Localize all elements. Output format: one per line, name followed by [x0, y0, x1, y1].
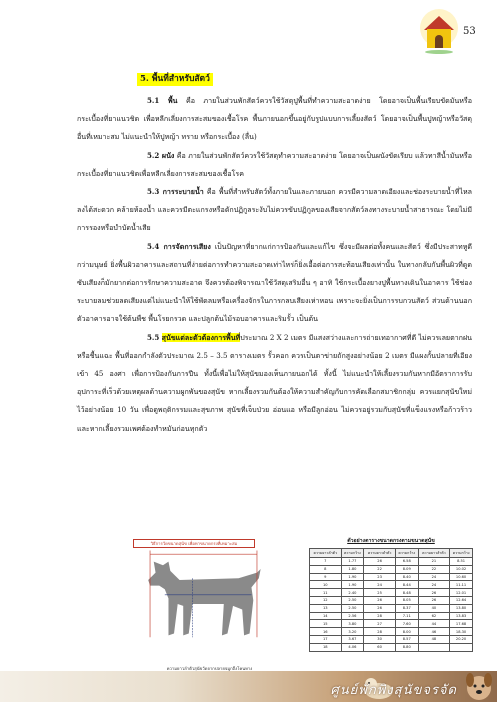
table-cell: 7.11	[395, 612, 418, 620]
table-cell: 46	[418, 628, 450, 636]
table-row	[310, 604, 473, 612]
table-cell: 60	[364, 643, 396, 651]
table-cell: 8.09	[395, 565, 418, 573]
table-cell: 1.77	[341, 558, 364, 566]
table-cell: 13.83	[450, 612, 473, 620]
table-cell: 24	[418, 581, 450, 589]
table-header-cell: ความกว้าง	[450, 549, 473, 558]
section-heading: 5. พื้นที่สำหรับสัตว์	[137, 73, 213, 86]
table-header-cell: ความยาวลำตัว	[418, 549, 450, 558]
diagram-caption-bottom: ความยาวลำตัวสุนัขวัดจากปลายจมูกถึงโคนหาง	[166, 666, 253, 671]
table-row	[310, 589, 473, 597]
table-row	[310, 565, 473, 573]
size-table	[309, 548, 473, 652]
table-cell: 21	[418, 558, 450, 566]
table-cell: 17.68	[450, 620, 473, 628]
table-cell: 12	[310, 596, 342, 604]
paragraph-text: เป็นปัญหาที่ยากแก่การป้องกันและแก้ไข ซึ่งจะมีผลต่อทั้งคนและสัตว์ ซึ่งมีประสาทหูดีกว่ามนุษย์ ยิ่งพื้นผิวอาคารและสถานที่ง่ายต่อการทำความสะอาดเท่าไหร่ก็ยิ่งเอื้อต่อการสะท้อนเสียงเท่านั้น ในทางกลับกันพื้นผิวที่ดูดซับเสียงก็มักยากต่อการรักษาความสะอาด จึงควรต้องพิจารณาใช้วัสดุเสริมอื่น ๆ อาทิ ใช้กระเบื้องยางปูพื้นทางเดินในอาคาร ใช้ช่องระบายลมช่วยลดเสียงแต่ไม่แนะนำให้ใช้พัดลมหรือเครื่องจักรในการกลบเสียงเห่าหอน เพราะจะยิ่งเป็นการรบกวนสัตว์ ส่วนด้านนอกตัวอาคารอาจใช้ต้นพืช พื้นโรยกรวด และปลูกต้นไม้รอบอาคารและริมรั้ว เป็นต้น	[77, 241, 472, 324]
table-header-cell: ความกว้าง	[395, 549, 418, 558]
table-row	[310, 628, 473, 636]
table-cell: 7	[310, 558, 342, 566]
table-cell: 22	[418, 565, 450, 573]
table-cell: 4.06	[341, 643, 364, 651]
diagram-caption-top: วิธีการวัดขนาดสุนัข เพื่อหาขนาดกรงที่เหมาะสม	[133, 539, 255, 548]
table-cell: 8.37	[395, 604, 418, 612]
table-cell: 8	[310, 565, 342, 573]
footer-banner	[0, 671, 497, 702]
table-cell: 3.67	[341, 635, 364, 643]
paragraph-noise	[77, 238, 472, 329]
table-row	[310, 581, 473, 589]
table-cell: 2.50	[341, 604, 364, 612]
table-cell: 12.01	[450, 589, 473, 597]
cage-size-table	[309, 537, 473, 652]
table-cell: 30	[364, 635, 396, 643]
table-row	[310, 596, 473, 604]
table-row	[310, 635, 473, 643]
table-cell: 8.48	[395, 589, 418, 597]
table-header-cell: ความกว้าง	[341, 549, 364, 558]
table-header-cell: ความยาวลำตัว	[364, 549, 396, 558]
table-cell: 10.02	[450, 565, 473, 573]
table-cell: 1.90	[341, 573, 364, 581]
table-cell: 9	[310, 573, 342, 581]
paragraph-wall	[77, 147, 472, 183]
table-cell: 13.80	[450, 604, 473, 612]
table-row	[310, 620, 473, 628]
table-cell: 22	[364, 565, 396, 573]
table-cell	[418, 643, 450, 651]
table-cell: 26	[418, 596, 450, 604]
dog-silhouette-icon	[131, 545, 288, 663]
dog-face-icon	[463, 671, 495, 702]
table-cell: 26	[364, 604, 396, 612]
table-cell: 13	[310, 604, 342, 612]
table-cell: 8.40	[395, 573, 418, 581]
table-cell: 28	[364, 628, 396, 636]
table-cell: 8.57	[395, 635, 418, 643]
paragraph-label: 5.2 ผนัง	[147, 150, 175, 160]
footer-banner-text: ศูนย์พักพิงสุนัขจรจัด	[330, 683, 457, 698]
table-cell: 28	[364, 612, 396, 620]
table-row	[310, 643, 473, 651]
body-text	[77, 92, 472, 438]
paragraph-text: คือ พื้นที่สำหรับสัตว์ทั้งภายในและภายนอก ควรมีความลาดเอียงและช่องระบายน้ำที่ไหลลงได้สะดวก คล้ายห้องน้ำ และควรมีตะแกรงหรือดักปฏิกูลระงับไม่ควรขับปฏิกูลของเสียจากสัตว์ลงทางระบายน้ำสาธารณะ โดยไม่มีการรองหรือบำบัดน้ำเสีย	[77, 187, 473, 233]
table-cell: 8.00	[395, 628, 418, 636]
table-cell: 25	[364, 589, 396, 597]
table-cell: 7.60	[395, 620, 418, 628]
table-cell: 11.11	[450, 581, 473, 589]
table-cell: 2.40	[341, 589, 364, 597]
paragraph-label: 5.4 การจัดการเสียง	[147, 241, 211, 251]
table-body	[310, 558, 473, 652]
table-cell: 26	[418, 589, 450, 597]
table-title: ตัวอย่างตารางขนาดกรงตามขนาดสุนัข	[347, 538, 435, 544]
table-cell: 8.44	[395, 581, 418, 589]
table-cell: 1.90	[341, 581, 364, 589]
paragraph-text: คือ ภายในส่วนพักสัตว์ควรใช้วัสดุทำความสะอาดง่าย โดยอาจเป็นผนังขัดเรียบ แล้วทาสีน้ำมันหรือกระเบื้องที่ยาแนวชิดเพื่อหลีกเลี่ยงการสะสมของเชื้อโรค	[77, 150, 473, 178]
table-cell: 17	[310, 635, 342, 643]
table-cell: 8.51	[450, 558, 473, 566]
table-cell: 2.56	[341, 612, 364, 620]
page-number: 53	[463, 26, 476, 37]
table-cell: 3.20	[341, 628, 364, 636]
paragraph-label-highlight: สุนัขแต่ละตัวต้องการพื้นที่	[161, 332, 241, 342]
table-cell: 26	[364, 558, 396, 566]
table-cell: 3.80	[341, 620, 364, 628]
table-cell: 18.30	[450, 628, 473, 636]
paragraph-drainage	[77, 183, 472, 238]
table-cell: 10	[310, 581, 342, 589]
table-header-row	[310, 549, 473, 558]
doghouse-icon	[418, 8, 460, 60]
table-cell	[450, 643, 473, 651]
table-cell: 1.80	[341, 565, 364, 573]
table-row	[310, 573, 473, 581]
table-cell: 12.64	[450, 596, 473, 604]
table-cell: 8.80	[395, 643, 418, 651]
table-cell: 11	[310, 589, 342, 597]
table-cell: 6.58	[395, 558, 418, 566]
table-cell: 15	[310, 620, 342, 628]
table-cell: 26	[364, 596, 396, 604]
table-row	[310, 612, 473, 620]
table-cell: 10.60	[450, 573, 473, 581]
table-cell: 44	[418, 620, 450, 628]
paragraph-label: 5.3 การระบายน้ำ	[147, 187, 204, 197]
table-cell: 24	[364, 581, 396, 589]
table-row	[310, 558, 473, 566]
table-header-cell: ความยาวลำตัว	[310, 549, 342, 558]
paragraph-text: ประมาณ 2 X 2 เมตร มีแสงสว่างและการถ่ายเทอากาศที่ดี ไม่ควรเลยตากฝนหรือชื้นแฉะ พื้นที่ออกกำลังตัวประมาณ 2.5 – 3.5 ตารางเมตร รั้วคอก ควรเป็นตาข่ายถักสูงอย่างน้อย 2 เมตร มีแผงกั้นปลายที่เอียงเข้า 45 องศา เพื่อการป้องกันการปีน ทั้งนี้เพื่อไม่ให้สุนัขมองเห็นภายนอกได้ ทั้งนี้ ไม่แนะนำให้เลี้ยงรวมกันหากมีอัตราการรับอุปการะที่เร็วด้วยเหตุผลด้านความผูกพันของสุนัข หากเลี้ยงรวมกันต้องให้ความสำคัญกับการคัดเลือกสมาชิกกลุ่ม ควรแยกสุนัขใหม่ไว้อย่างน้อย 10 วัน เพื่อดูพฤติกรรมและสุขภาพ สุนัขที่เจ็บป่วย อ่อนแอ หรือมีลูกอ่อน ไม่ควรอยู่รวมกับสุนัขที่แข็งแรงหรือก้าวร้าว และหากเลี้ยงรวมเพศต้องทำหมันก่อนทุกตัว	[77, 332, 472, 433]
paragraph-text: คือ ภายในส่วนพักสัตว์ควรใช้วัสดุปูพื้นที่ทำความสะอาดง่าย โดยอาจเป็นพื้นเรียบขัดมันหรือกระเบื้องที่ยาแนวชิด เพื่อหลีกเลี่ยงการสะสมของเชื้อโรค พื้นภายนอกขึ้นอยู่กับรูปแบบการเลี้ยงสัตว์ โดยอาจเป็นพื้นปูหญ้าหรือวัสดุอื่นที่เหมาะสม ไม่แนะนำให้ปูหญ้า ทราย หรือกระเบื้อง (ลื่น)	[77, 96, 473, 142]
table-cell: 8.05	[395, 596, 418, 604]
table-cell: 40	[418, 604, 450, 612]
paragraph-label: 5.1 พื้น	[147, 96, 178, 105]
table-cell: 48	[418, 635, 450, 643]
paragraph-floor	[77, 92, 472, 147]
paragraph-space	[77, 329, 472, 438]
table-cell: 14	[310, 612, 342, 620]
paragraph-label: 5.5	[147, 332, 160, 342]
dog-measurement-diagram	[131, 537, 288, 679]
table-cell: 2.50	[341, 596, 364, 604]
table-cell: 24	[418, 573, 450, 581]
table-cell: 23	[364, 573, 396, 581]
table-cell: 18	[310, 643, 342, 651]
table-cell: 16	[310, 628, 342, 636]
table-cell: 62	[418, 612, 450, 620]
table-cell: 20.20	[450, 635, 473, 643]
table-cell: 27	[364, 620, 396, 628]
